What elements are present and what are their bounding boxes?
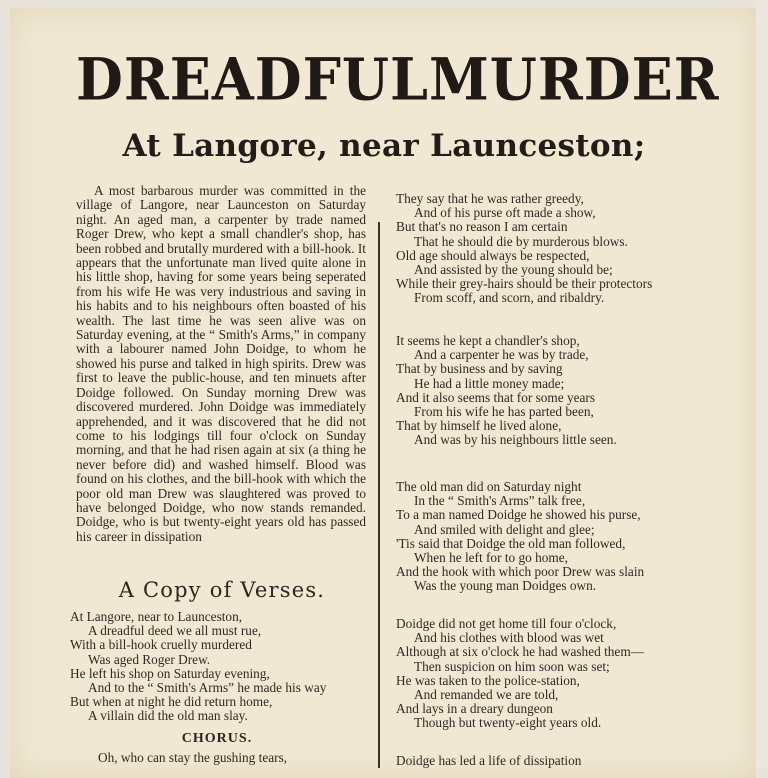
verse-line: He left his shop on Saturday evening,: [70, 665, 270, 681]
verse-line: A villain did the old man slay.: [88, 708, 248, 724]
verse-line: Though but twenty-eight years old.: [414, 715, 602, 731]
verse-line: And a carpenter he was by trade,: [414, 347, 589, 363]
verse-line: And it also seems that for some years: [396, 389, 596, 405]
verse-line: At Langore, near to Launceston,: [70, 609, 243, 624]
right-verse-stanza-2: [396, 334, 696, 448]
report-column: [76, 184, 366, 544]
verse-line: From scoff, and scorn, and ribaldry.: [414, 290, 605, 306]
verse-line: And the hook with which poor Drew was slain: [396, 564, 645, 580]
headline-word-dreadful: DREADFUL: [76, 44, 429, 114]
verse-line: Although at six o'clock he had washed them—: [396, 644, 644, 660]
chorus-stanza: [98, 751, 378, 765]
verse-line: That by himself he lived alone,: [396, 418, 562, 434]
verse-line: That by business and by saving: [396, 361, 563, 377]
right-verse-stanza-3: [396, 480, 696, 594]
verse-line: A dreadful deed we all must rue,: [88, 623, 262, 639]
chorus-line: Oh, who can stay the gushing tears,: [98, 750, 288, 765]
verse-line: And his clothes with blood was wet: [414, 630, 604, 646]
verse-line: And of his purse oft made a show,: [414, 205, 596, 221]
headline-word-murder: MURDER: [429, 44, 720, 114]
verse-line: The old man did on Saturday night: [396, 479, 582, 494]
verse-line: And to the “ Smith's Arms” he made his way: [88, 680, 327, 696]
verse-line: Then suspicion on him soon was set;: [414, 658, 610, 674]
verse-line: From his wife he has parted been,: [414, 404, 594, 420]
verse-line: While their grey-hairs should be their protectors: [396, 276, 653, 292]
chorus-title: CHORUS.: [181, 731, 253, 746]
verse-line: In the “ Smith's Arms” talk free,: [414, 493, 586, 509]
verse-line: With a bill-hook cruelly murdered: [70, 637, 252, 653]
verse-line: To a man named Doidge he showed his purse,: [396, 507, 641, 523]
verse-line: And was by his neighbours little seen.: [414, 432, 617, 448]
subheadline: At Langore, near Launceston;: [122, 128, 646, 164]
verse-line: Was the young man Doidges own.: [414, 578, 597, 594]
report-paragraph: A most barbarous murder was committed in the village of Langore, near Launceston on Saturday night. An aged man, a carpenter by trade named Roger Drew, who kept a small chandler's shop, has been robbed and brutally murdered with a bill-hook. It appears that the unfortunate man lived quite alone in his little shop, having for some years being seperated from his wife He was very industrious and saving in his habits and to his neighbours often boasted of his wealth. The last time he was seen alive was on Saturday evening, at the “ Smith's Arms,” in company with a labourer named John Doidge, to whom he showed his purse and talked in high spirits. Drew was first to leave the public-house, and ten minuets after Doidge followed. On Sunday morning Drew was discovered murdered. John Doidge was immediately apprehended, and it was discovered that he did not come to his lodgings till four o'clock on Sunday morning, and that he had risen again at six (a thing he never before did) and washed himself. Blood was found on his clothes, and the bill-hook with which the poor old man Drew was slaughtered was proved to have belonged Doidge, who now stands remanded. Doidge, who is but twenty-eight years old has passed his career in dissipation: [76, 183, 366, 544]
verse-line: Doidge did not get home till four o'clock,: [396, 616, 617, 631]
headline: [76, 44, 720, 114]
background-margin: [756, 0, 768, 768]
column-divider: [378, 222, 380, 768]
verse-line: And lays in a dreary dungeon: [396, 701, 553, 717]
verse-line: But that's no reason I am certain: [396, 219, 568, 235]
verse-line: Was aged Roger Drew.: [88, 651, 211, 667]
verse-line: But when at night he did return home,: [70, 694, 273, 710]
right-verse-stanza-1: [396, 192, 696, 306]
verse-line: And smiled with delight and glee;: [414, 521, 595, 537]
left-verse-stanza: [70, 610, 370, 724]
verse-line: When he left for to go home,: [414, 550, 568, 566]
verse-line: Old age should always be respected,: [396, 247, 590, 263]
verse-line: And remanded we are told,: [414, 687, 559, 703]
right-verse-stanza-5: [396, 754, 696, 768]
verse-line: And assisted by the young should be;: [414, 262, 613, 278]
verse-line: They say that he was rather greedy,: [396, 191, 584, 206]
verse-line: That he should die by murderous blows.: [414, 233, 628, 249]
verse-line: It seems he kept a chandler's shop,: [396, 333, 580, 348]
verse-line: Doidge has led a life of dissipation: [396, 753, 582, 768]
verse-line: He was taken to the police-station,: [396, 672, 580, 688]
verse-line: 'Tis said that Doidge the old man followed,: [396, 535, 626, 551]
verse-line: He had a little money made;: [414, 375, 565, 391]
right-verse-stanza-4: [396, 617, 696, 731]
verses-title: A Copy of Verses.: [118, 578, 326, 602]
